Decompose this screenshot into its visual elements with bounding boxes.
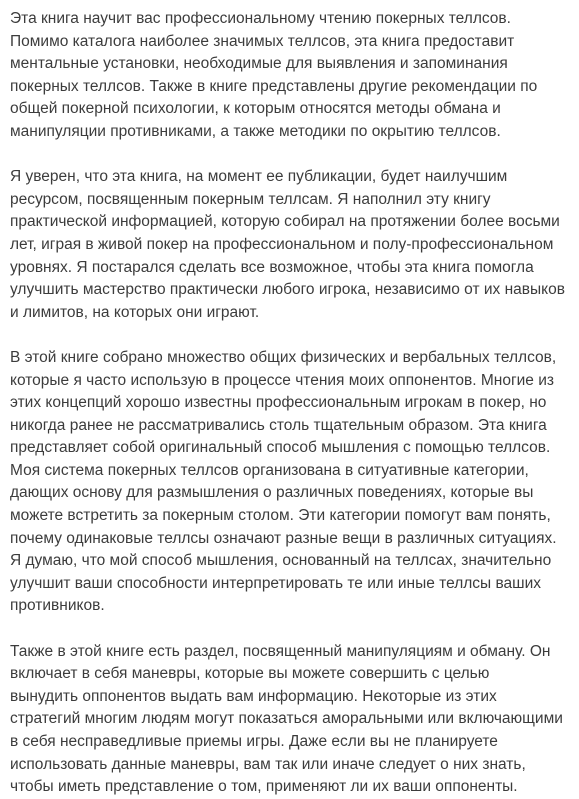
text-line: Помимо каталога наиболее значимых теллсов, эта книга предоставит (10, 32, 515, 50)
text-line: Также в этой книге есть раздел, посвященный манипуляциям и обману. Он (10, 642, 551, 660)
text-line: лет, играя в живой покер на профессиональном и полу-профессиональном (10, 235, 554, 253)
text-line: Моя система покерных теллсов организована в ситуативные категории, (10, 461, 529, 479)
text-line: можете встретить за покерным столом. Эти категории помогут вам понять, (10, 507, 551, 525)
text-line: в себя несправедливые приемы игры. Даже если вы не планируете (10, 733, 498, 750)
text-line: практической информацией, которую собирал на протяжении более восьми (10, 213, 560, 231)
text-line: противников. (10, 597, 105, 615)
text-line: этих концепций хорошо известны профессиональным игрокам в покер, но (10, 394, 547, 412)
text-line: дающих основу для размышления о различных поведениях, которые вы (10, 484, 534, 502)
text-line: улучшит ваши способности интерпретировать те или иные теллсы ваших (10, 574, 542, 592)
text-line: использовать данные маневры, вам так или иначе следует о них знать, (10, 755, 526, 773)
text-line: В этой книге собрано множество общих физических и вербальных теллсов, (10, 348, 557, 366)
text-line: чтобы иметь представление о том, применяют ли их ваши оппоненты. (10, 778, 518, 796)
text-line: улучшить мастерство практически любого игрока, независимо от их навыков (10, 281, 565, 299)
text-line: никогда ранее не рассматривались столь тщательным образом. Эта книга (10, 416, 547, 434)
text-line: уровнях. Я постарался сделать все возможное, чтобы эта книга помогла (10, 258, 534, 276)
paragraph-1 (10, 8, 571, 144)
text-line: Эта книга научит вас профессиональному чтению покерных теллсов. (10, 10, 511, 27)
text-line: и лимитов, на которых они играют. (10, 303, 260, 321)
text-line: представляет собой оригинальный способ мышления с помощью теллсов. (10, 439, 551, 457)
text-line: Я уверен, что эта книга, на момент ее публикации, будет наилучшим (10, 168, 508, 186)
text-line: Я думаю, что мой способ мышления, основанный на теллсах, значительно (10, 552, 552, 570)
paragraph-4 (10, 641, 571, 799)
text-line: ресурсом, посвященным покерным теллсам. Я наполнил эту книгу (10, 190, 491, 208)
text-line: вынудить оппонентов выдать вам информацию. Некоторые из этих (10, 687, 497, 705)
text-line: включает в себя маневры, которые вы можете совершить с целью (10, 665, 490, 683)
text-line: общей покерной психологии, к которым относятся методы обмана и (10, 100, 501, 118)
text-line: которые я часто использую в процессе чтения моих оппонентов. Многие из (10, 371, 554, 389)
text-line: стратегий многим людям могут показаться аморальными или включающими (10, 710, 563, 728)
paragraph-2 (10, 166, 571, 324)
text-line: ментальные установки, необходимые для выявления и запоминания (10, 55, 508, 73)
paragraph-3 (10, 347, 571, 618)
text-line: манипуляции противниками, а также методики по окрытию теллсов. (10, 122, 501, 140)
text-line: почему одинаковые теллсы означают разные вещи в различных ситуациях. (10, 529, 557, 547)
text-line: покерных теллсов. Также в книге представлены другие рекомендации по (10, 77, 538, 95)
